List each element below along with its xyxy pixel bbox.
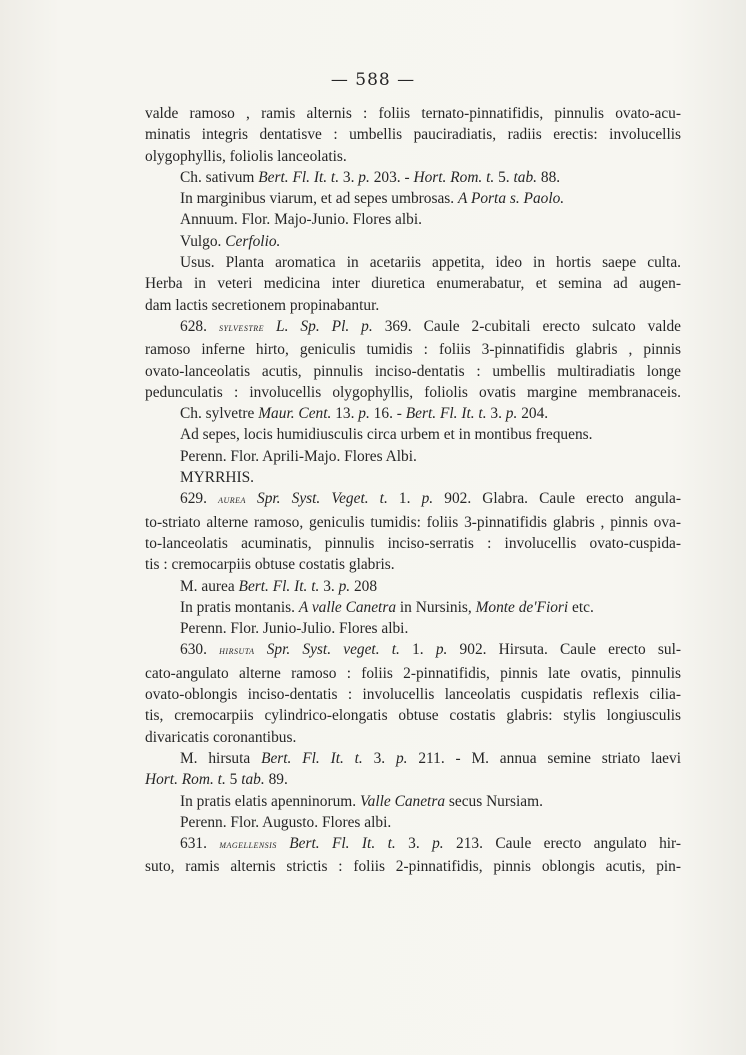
habitat-line: In pratis elatis apenninorum. Valle Canetra secus Nursiam.	[180, 792, 543, 810]
text-line: divaricatis coronantibus.	[145, 728, 297, 746]
synonym-line: Ch. sylvetre Maur. Cent. 13. p. 16. - Bert. Fl. It. t. 3. p. 204.	[180, 405, 549, 423]
species-631-heading: 631. magellensis Bert. Fl. It. t. 3. p. 213. Caule erecto angulato hir-	[180, 835, 681, 853]
genus-heading: MYRRHIS.	[180, 469, 254, 487]
text-line: ramoso inferne hirto, geniculis tumidis : foliis 3-pinnatifidis glabris , pinnis	[145, 341, 681, 359]
synonym-line: Ch. sativum Bert. Fl. It. t. 3. p. 203. - Hort. Rom. t. 5. tab. 88.	[180, 168, 561, 186]
flowering-line: Annuum. Flor. Majo-Junio. Flores albi.	[180, 211, 422, 229]
page-number: — 588 —	[330, 70, 416, 90]
habitat-line: In marginibus viarum, et ad sepes umbrosas. A Porta s. Paolo.	[180, 190, 565, 208]
species-629-heading: 629. aurea Spr. Syst. Veget. t. 1. p. 902. Glabra. Caule erecto angula-	[180, 490, 682, 508]
text-line: dam lactis secretionem propinabantur.	[145, 296, 380, 314]
text-line: to-striato alterne ramoso, geniculis tumidis: foliis 3-pinnatifidis glabris , pinnis ova-	[145, 513, 681, 531]
flowering-line: Perenn. Flor. Junio-Julio. Flores albi.	[180, 620, 409, 638]
text-line: minatis integris dentatisve : umbellis pauciradiatis, radiis erectis: involucellis	[145, 126, 681, 144]
habitat-line: In pratis montanis. A valle Canetra in Nursinis, Monte de'Fiori etc.	[180, 598, 594, 616]
habitat-line: Ad sepes, locis humidiusculis circa urbem et in montibus frequens.	[180, 426, 593, 444]
text-line: ovato-lanceolatis acutis, pinnulis inciso-dentatis : umbellis multiradiatis longe	[145, 362, 681, 380]
synonym-line: M. aurea Bert. Fl. It. t. 3. p. 208	[180, 577, 378, 595]
text-line: pedunculatis : involucellis olygophyllis, foliolis ovatis margine membranaceis.	[145, 383, 681, 401]
text-block	[145, 103, 681, 878]
synonym-line: M. hirsuta Bert. Fl. It. t. 3. p. 211. - M. annua semine striato laevi	[180, 749, 681, 767]
vernacular-line: Vulgo. Cerfolio.	[180, 232, 281, 250]
text-line: tis : cremocarpiis obtuse costatis glabris.	[145, 556, 395, 574]
text-line: cato-angulato alterne ramoso : foliis 2-pinnatifidis, pinnis late ovatis, pinnulis	[145, 664, 681, 682]
flowering-line: Perenn. Flor. Augusto. Flores albi.	[180, 813, 392, 831]
flowering-line: Perenn. Flor. Aprili-Majo. Flores Albi.	[180, 447, 417, 465]
species-628-heading: 628. sylvestre L. Sp. Pl. p. 369. Caule 2-cubitali erecto sulcato valde	[180, 317, 682, 335]
usus-line: Usus. Planta aromatica in acetariis appetita, ideo in hortis saepe culta.	[180, 254, 681, 272]
text-line: Herba in veteri medicina inter diuretica enumerabatur, et semina ad augen-	[145, 275, 681, 293]
text-line: ovato-oblongis inciso-dentatis : involucellis lanceolatis cuspidatis reflexis cilia-	[145, 686, 681, 704]
text-line: tis, cremocarpiis cylindrico-elongatis obtuse costatis glabris: stylis longiusculis	[145, 707, 681, 725]
text-line: to-lanceolatis acuminatis, pinnulis inciso-serratis : involucellis ovato-cuspida-	[145, 534, 681, 552]
text-line: suto, ramis alternis strictis : foliis 2-pinnatifidis, pinnis oblongis acutis, pin-	[145, 858, 681, 876]
text-line: valde ramoso , ramis alternis : foliis ternato-pinnatifidis, pinnulis ovato-acu-	[145, 105, 681, 122]
synonym-line: Hort. Rom. t. 5 tab. 89.	[145, 771, 288, 789]
text-line: olygophyllis, foliolis lanceolatis.	[145, 147, 347, 165]
species-630-heading: 630. hirsuta Spr. Syst. veget. t. 1. p. 902. Hirsuta. Caule erecto sul-	[180, 641, 681, 659]
